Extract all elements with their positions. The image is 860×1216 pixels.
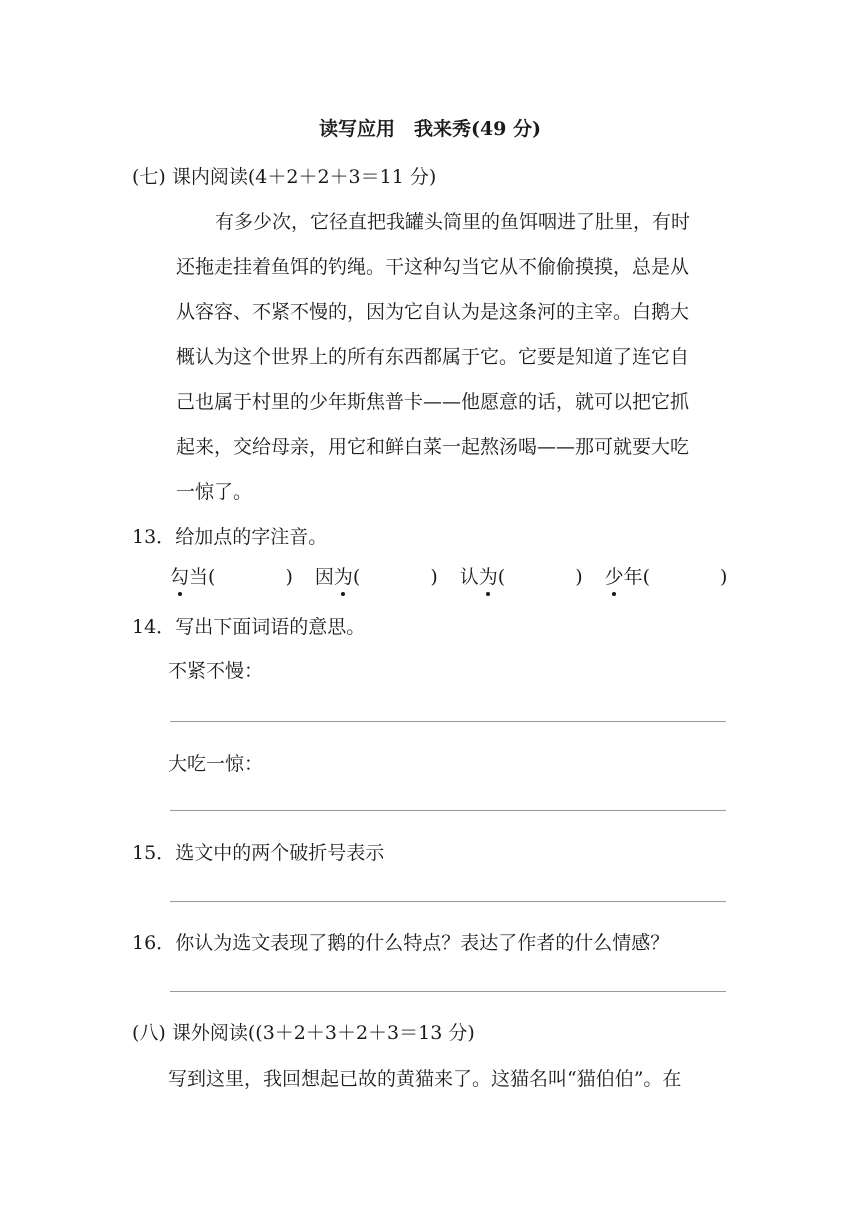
question-number: 16． <box>132 932 176 954</box>
pinyin-item: 因 为 ( ) <box>315 562 438 589</box>
dotted-char: 勾 <box>170 562 189 589</box>
passage-line: 从容容、不紧不慢的，因为它自认为是这条河的主宰。白鹅大 <box>176 301 690 323</box>
answer-line[interactable] <box>170 901 726 902</box>
passage-line: 还拖走挂着鱼饵的钓绳。干这种勾当它从不偷偷摸摸，总是从 <box>176 256 690 278</box>
dotted-char: 为 <box>479 562 498 589</box>
dotted-char: 为 <box>334 562 353 589</box>
question-14 <box>132 612 365 639</box>
question-16 <box>132 928 669 955</box>
passage-line: 概认为这个世界上的所有东西都属于它。它要是知道了连它自 <box>176 346 690 368</box>
word-label: 大吃一惊： <box>168 753 264 775</box>
question-text: 选文中的两个破折号表示 <box>175 842 385 864</box>
question-text: 你认为选文表现了鹅的什么特点？表达了作者的什么情感？ <box>175 932 670 954</box>
question-text: 给加点的字注音。 <box>175 526 328 548</box>
passage-line: 有多少次，它径直把我罐头筒里的鱼饵咽进了肚里，有时 <box>215 211 691 233</box>
question-text: 写出下面词语的意思。 <box>175 616 366 638</box>
question-number: 15． <box>132 842 176 864</box>
section-title: 读写应用 我来秀(49 分) <box>318 118 542 140</box>
word-label: 不紧不慢： <box>168 660 264 682</box>
pinyin-item: 少 年( ) <box>605 562 728 589</box>
passage-line: 写到这里，我回想起已故的黄猫来了。这猫名叫“猫伯伯”。在 <box>168 1068 682 1090</box>
passage-line: 起来，交给母亲，用它和鲜白菜一起熬汤喝——那可就要大吃 <box>176 436 690 458</box>
pinyin-items <box>170 562 727 589</box>
answer-line[interactable] <box>170 810 726 811</box>
passage-line: 一惊了。 <box>176 481 253 503</box>
question-13 <box>132 522 327 549</box>
pinyin-item: 勾 当( ) <box>170 562 293 589</box>
pinyin-item: 认 为 ( ) <box>460 562 583 589</box>
question-15 <box>132 838 384 865</box>
part8-heading: (八) 课外阅读((3＋2＋3＋2＋3＝13 分) <box>132 1022 475 1044</box>
answer-line[interactable] <box>170 721 726 722</box>
question-number: 13． <box>132 526 176 548</box>
dotted-char: 少 <box>605 562 624 589</box>
passage-line: 己也属于村里的少年斯焦普卡——他愿意的话，就可以把它抓 <box>176 391 690 413</box>
answer-line[interactable] <box>170 991 726 992</box>
question-number: 14． <box>132 616 176 638</box>
part7-heading: (七) 课内阅读(4＋2＋2＋3＝11 分) <box>132 166 437 188</box>
